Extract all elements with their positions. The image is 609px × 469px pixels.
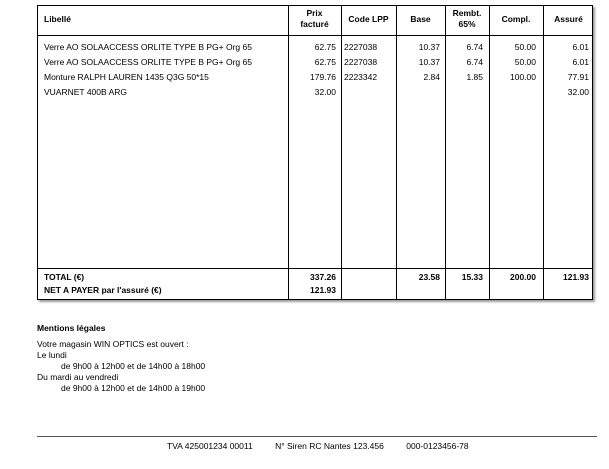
header-rembt [445,8,489,30]
total-rembt: 15.33 [461,272,483,282]
header-divider [38,35,592,36]
row-rembt: 1.85 [466,72,483,82]
row-assure: 77.91 [567,72,589,82]
row-compl: 100.00 [510,72,536,82]
header-compl: Compl. [501,14,531,24]
header-base: Base [410,14,431,24]
total-compl: 200.00 [510,272,536,282]
net-label: NET A PAYER par l'assuré (€) [44,285,162,295]
row-compl: 50.00 [514,57,536,67]
header-assure: Assuré [554,14,583,24]
header-libelle: Libellé [44,14,71,24]
column-divider [341,6,342,299]
row-assure: 6.01 [572,42,589,52]
row-libelle: VUARNET 400B ARG [44,87,127,97]
net-prix: 121.93 [310,285,336,295]
footer-tva: TVA 425001234 00011 [167,441,253,451]
row-prix: 179.76 [310,72,336,82]
row-rembt: 6.74 [466,57,483,67]
legal-line: de 9h00 à 12h00 et de 14h00 à 18h00 [61,361,206,371]
legal-title: Mentions légales [37,323,106,333]
total-assure: 121.93 [563,272,589,282]
row-base: 10.37 [418,57,440,67]
footer-divider [37,436,597,437]
row-base: 2.84 [423,72,440,82]
total-base: 23.58 [418,272,440,282]
total-prix: 337.26 [310,272,336,282]
footer-number: 000-0123456-78 [406,441,469,451]
row-compl: 50.00 [514,42,536,52]
header-prix-line1: Prix [306,8,323,18]
row-libelle: Monture RALPH LAUREN 1435 Q3G 50*15 [44,72,209,82]
row-libelle: Verre AO SOLAACCESS ORLITE TYPE B PG+ Org 65 [44,57,252,67]
row-rembt: 6.74 [466,42,483,52]
row-assure: 32.00 [567,87,589,97]
header-rembt-line1: Rembt. [452,8,482,18]
row-prix: 32.00 [314,87,336,97]
row-libelle: Verre AO SOLAACCESS ORLITE TYPE B PG+ Org 65 [44,42,252,52]
legal-mentions [37,323,597,394]
total-divider [38,268,592,269]
legal-line: Votre magasin WIN OPTICS est ouvert : [37,339,189,349]
row-code: 2223342 [344,72,378,82]
header-rembt-line2: 65% [458,19,476,29]
legal-line: Le lundi [37,350,67,360]
row-prix: 62.75 [314,57,336,67]
row-assure: 6.01 [572,57,589,67]
row-prix: 62.75 [314,42,336,52]
footer [167,441,489,451]
total-label: TOTAL (€) [44,272,85,282]
legal-line: de 9h00 à 12h00 et de 14h00 à 19h00 [61,383,206,393]
footer-siren: N° Siren RC Nantes 123.456 [275,441,384,451]
legal-line: Du mardi au vendredi [37,372,119,382]
header-prix-line2: facturé [300,19,329,29]
header-prix [288,8,341,30]
row-base: 10.37 [418,42,440,52]
row-code: 2227038 [344,42,378,52]
invoice-table [37,5,593,300]
header-code-lpp: Code LPP [348,14,389,24]
row-code: 2227038 [344,57,378,67]
